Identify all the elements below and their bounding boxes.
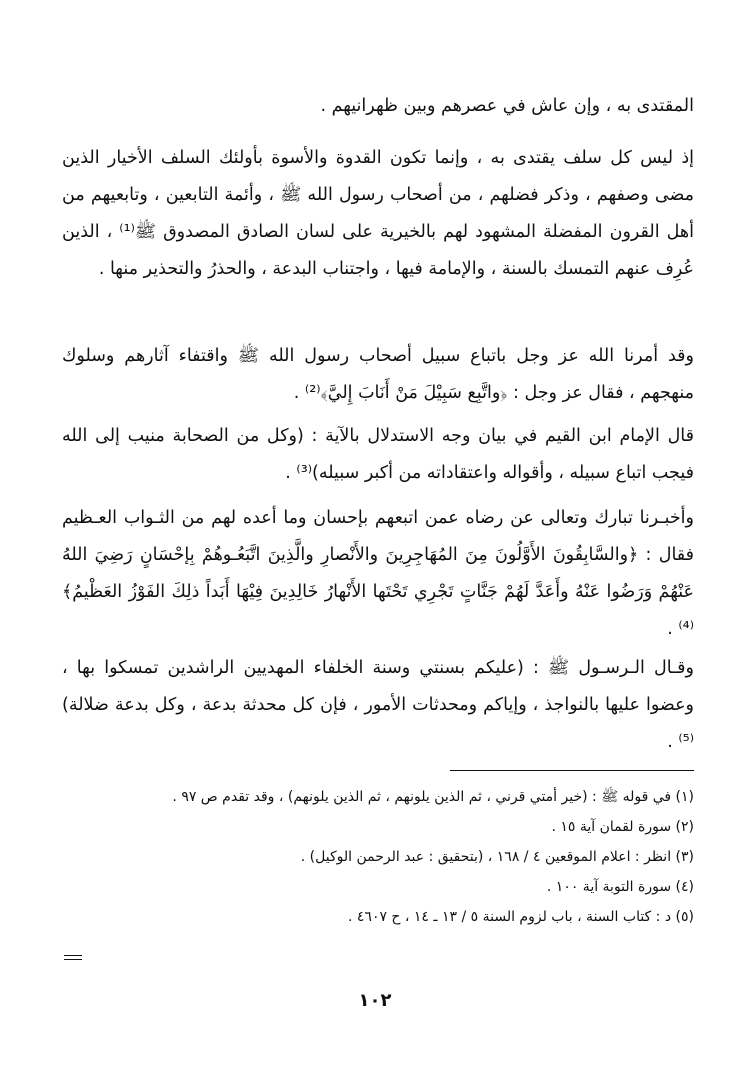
- paragraph-text: وأخبـرنا تبارك وتعالى عن رضاه عمن اتبعهم بإحسان وما أعده لهم من الثـواب العـظيم فقال : ﴿والسَّابِقُونَ الأَوَّلُونَ مِنَ المُهَاجِرِينَ والأَنْصارِ والَّذِينَ اتَّبَعُـوهُمْ بِإحْسَانٍ رَضِيَ اللهُ عَنْهُمْ وَرَضُوا عَنْهُ وأَعَدَّ لَهُمْ جَنَّاتٍ تَجْرِي تَحْتَها الأَنْهارُ خَالِدِينَ فِيْهَا أَبَداً ذلِكَ الفَوْزُ العَظْيمُ﴾⁽⁴⁾ .: [62, 508, 694, 639]
- footnote-1: (١) في قوله ﷺ : (خير أمتي قرني ، ثم الذين يلونهم ، ثم الذين يلونهم) ، وقد تقدم ص ٩٧ .: [172, 789, 694, 805]
- paragraph-5: [62, 500, 694, 648]
- continuation-mark: [64, 955, 82, 963]
- paragraph-3: [62, 338, 694, 412]
- paragraph-text: المقتدى به ، وإن عاش في عصرهم وبين ظهرانيهم .: [320, 96, 694, 116]
- footnote-4: (٤) سورة التوبة آية ١٠٠ .: [546, 879, 694, 895]
- footnotes: [62, 782, 694, 932]
- paragraph-1: [62, 88, 694, 125]
- footnote-3: (٣) انظر : اعلام الموقعين ٤ / ١٦٨ ، (بتحقيق : عبد الرحمن الوكيل) .: [300, 849, 694, 865]
- footnote-5: (٥) د : كتاب السنة ، باب لزوم السنة ٥ / ١٣ ـ ١٤ ، ح ٤٦٠٧ .: [348, 909, 694, 925]
- page-number: ١٠٢: [358, 990, 392, 1011]
- paragraph-text: وقد أمرنا الله عز وجل باتباع سبيل أصحاب رسول الله ﷺ واقتفاء آثارهم وسلوك منهجهم ، فقال عز وجل : ﴿واتَّبِع سَبِيْلَ مَنْ أَنَابَ إِليَّ﴾⁽²⁾ .: [62, 346, 694, 403]
- paragraph-text: إذ ليس كل سلف يقتدى به ، وإنما تكون القدوة والأسوة بأولئك السلف الأخيار الذين مضى وصفهم ، وذكر فضلهم ، من أصحاب رسول الله ﷺ ، وأئمة التابعين ، وتابعيهم من أهل القرون المفضلة المشهود لهم بالخيرية على لسان الصادق المصدوق ﷺ⁽¹⁾ ، الذين عُرِف عنهم التمسك بالسنة ، والإمامة فيها ، واجتناب البدعة ، والحذرُ والتحذير منها .: [62, 148, 694, 279]
- paragraph-4: [62, 418, 694, 492]
- paragraph-text: قال الإمام ابن القيم في بيان وجه الاستدلال بالآية : (وكل من الصحابة منيب إلى الله فيجب اتباع سبيله ، وأقواله واعتقاداته من أكبر سبيله)⁽³⁾ .: [62, 426, 694, 483]
- paragraph-6: [62, 650, 694, 761]
- paragraph-text: وقـال الـرسـول ﷺ : (عليكم بسنتي وسنة الخلفاء المهديين الراشدين تمسكوا بها ، وعضوا عليها بالنواجذ ، وإياكم ومحدثات الأمور ، فإن كل محدثة بدعة ، وكل بدعة ضلالة)⁽⁵⁾ .: [62, 658, 694, 752]
- paragraph-2: [62, 140, 694, 288]
- footnote-2: (٢) سورة لقمان آية ١٥ .: [551, 819, 694, 835]
- footnote-separator: [450, 770, 694, 771]
